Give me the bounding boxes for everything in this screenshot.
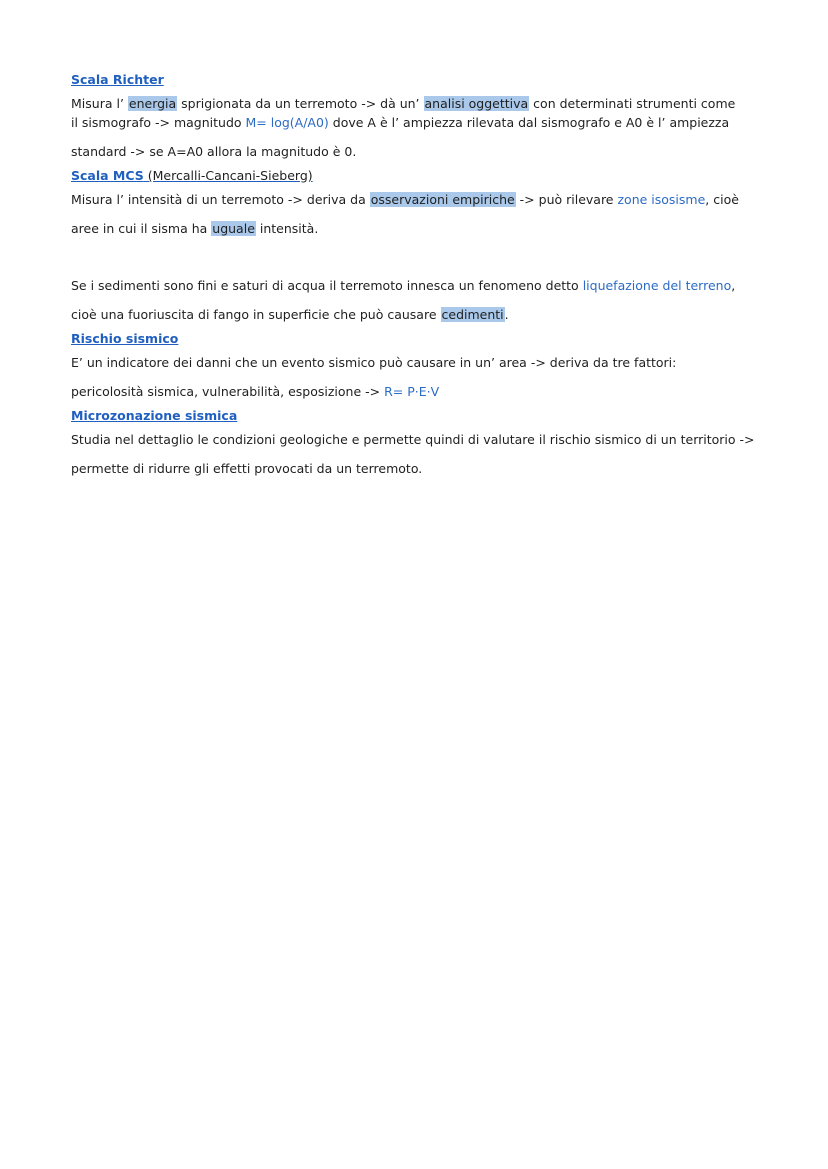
heading-scala-richter: Scala Richter [71, 72, 164, 87]
text: aree in cui il sisma ha [71, 221, 212, 236]
rischio-line-1: E’ un indicatore dei danni che un evento sismico può causare in un’ area -> deriva da tre fattori: [71, 355, 677, 370]
heading-subtitle: (Mercalli-Cancani-Sieberg) [143, 168, 313, 183]
text: . [504, 307, 509, 322]
text: -> può rilevare [515, 192, 618, 207]
text: cioè una fuoriuscita di fango in superficie che può causare [71, 307, 441, 322]
text: , [731, 278, 736, 293]
liquefazione-line-2 [71, 300, 761, 329]
paragraph-gap [71, 243, 761, 271]
formula-rischio: R= P·E·V [384, 384, 440, 399]
heading-text: Scala MCS [71, 168, 144, 183]
text: intensità. [255, 221, 319, 236]
term-liquefazione: liquefazione del terreno [582, 278, 732, 293]
formula-magnitudo: M= log(A/A0) [245, 115, 329, 130]
microzonazione-line-2: permette di ridurre gli effetti provocati da un terremoto. [71, 461, 423, 476]
highlight-cedimenti: cedimenti [441, 307, 504, 322]
rischio-line-2 [71, 377, 761, 406]
text: Misura l’ intensità di un terremoto -> deriva da [71, 192, 370, 207]
highlight-analisi-oggettiva: analisi oggettiva [424, 96, 529, 111]
text: pericolosità sismica, vulnerabilità, esposizione -> [71, 384, 385, 399]
mcs-line-1 [71, 185, 761, 214]
text: con determinati strumenti come [529, 96, 736, 111]
text: il sismografo -> magnitudo [71, 115, 246, 130]
document-page [71, 70, 761, 483]
microzonazione-line-1: Studia nel dettaglio le condizioni geologiche e permette quindi di valutare il rischio sismico di un territorio -> [71, 432, 755, 447]
text: sprigionata da un terremoto -> dà un’ [177, 96, 424, 111]
heading-scala-mcs [71, 166, 761, 185]
highlight-energia: energia [128, 96, 177, 111]
highlight-osservazioni-empiriche: osservazioni empiriche [370, 192, 515, 207]
text: , cioè [705, 192, 739, 207]
richter-line-2 [71, 108, 761, 137]
richter-line-1 [71, 89, 761, 111]
liquefazione-line-1 [71, 271, 761, 300]
text: Se i sedimenti sono fini e saturi di acqua il terremoto innesca un fenomeno detto [71, 278, 583, 293]
mcs-line-2 [71, 214, 761, 243]
highlight-uguale: uguale [212, 221, 255, 236]
text: Misura l’ [71, 96, 128, 111]
heading-microzonazione-sismica: Microzonazione sismica [71, 408, 238, 423]
term-zone-isosisme: zone isosisme [617, 192, 706, 207]
text: dove A è l’ ampiezza rilevata dal sismografo e A0 è l’ ampiezza [328, 115, 730, 130]
heading-rischio-sismico: Rischio sismico [71, 331, 179, 346]
richter-line-3: standard -> se A=A0 allora la magnitudo è 0. [71, 144, 357, 159]
